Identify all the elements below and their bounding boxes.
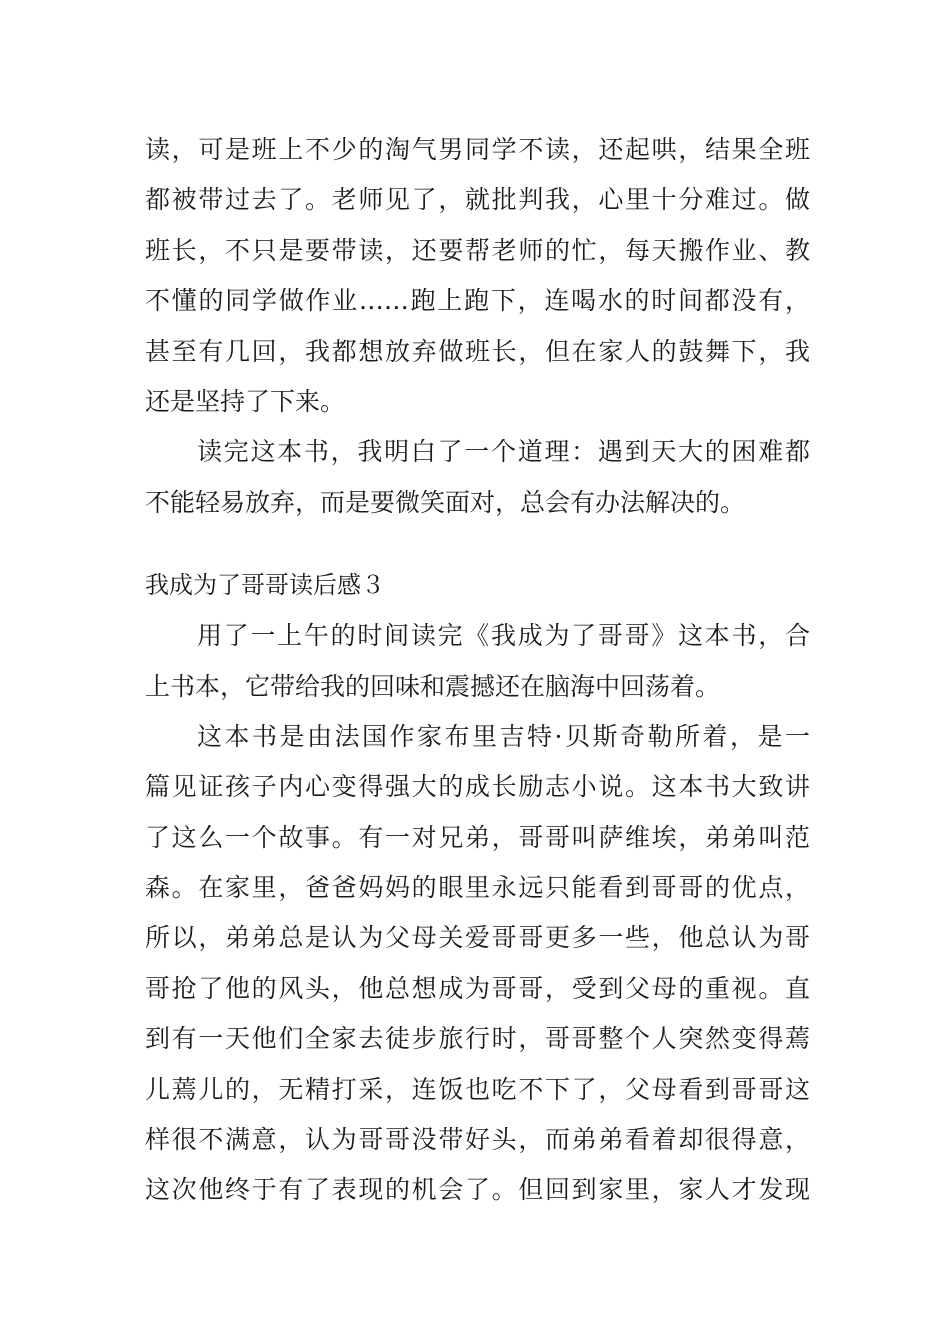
text-line: 甚至有几回，我都想放弃做班长，但在家人的鼓舞下，我 (145, 336, 810, 366)
text-line: 读，可是班上不少的淘气男同学不读，还起哄，结果全班 (145, 135, 810, 164)
text-line: 都被带过去了。老师见了，就批判我，心里十分难过。做 (145, 185, 810, 215)
section-heading: 我成为了哥哥读后感３ (145, 571, 385, 600)
section-gap (145, 528, 810, 559)
text-line: 还是坚持了下来。 (145, 386, 346, 416)
text-line: 上书本，它带给我的回味和震撼还在脑海中回荡着。 (145, 671, 721, 701)
document-page (145, 125, 810, 1216)
text-line: 用了一上午的时间读完《我成为了哥哥》这本书，合 (197, 621, 810, 651)
text-line: 这次他终于有了表现的机会了。但回到家里，家人才发现 (145, 1175, 810, 1205)
paragraph-intro (145, 611, 810, 712)
text-line: 不懂的同学做作业……跑上跑下，连喝水的时间都没有， (145, 286, 810, 316)
text-line: 班长，不只是要带读，还要帮老师的忙，每天搬作业、教 (145, 235, 810, 265)
paragraph-conclusion (145, 427, 810, 528)
text-line: 哥抢了他的风头，他总想成为哥哥，受到父母的重视。直 (145, 973, 810, 1003)
text-line: 到有一天他们全家去徒步旅行时，哥哥整个人突然变得蔫 (145, 1024, 810, 1054)
text-line: 森。在家里，爸爸妈妈的眼里永远只能看到哥哥的优点， (145, 873, 810, 903)
text-line: 儿蔫儿的，无精打采，连饭也吃不下了，父母看到哥哥这 (145, 1074, 810, 1104)
text-line: 这本书是由法国作家布里吉特·贝斯奇勒所着，是一 (197, 721, 810, 751)
text-line: 了这么一个故事。有一对兄弟，哥哥叫萨维埃，弟弟叫范 (145, 822, 810, 852)
text-line: 篇见证孩子内心变得强大的成长励志小说。这本书大致讲 (145, 772, 810, 802)
text-line: 所以，弟弟总是认为父母关爱哥哥更多一些，他总认为哥 (145, 923, 810, 953)
text-line: 不能轻易放弃，而是要微笑面对，总会有办法解决的。 (145, 487, 746, 517)
text-line: 样很不满意，认为哥哥没带好头，而弟弟看着却很得意， (145, 1125, 810, 1155)
paragraph-continued (145, 125, 810, 427)
text-line: 读完这本书，我明白了一个道理：遇到天大的困难都 (197, 437, 810, 467)
paragraph-summary (145, 712, 810, 1216)
